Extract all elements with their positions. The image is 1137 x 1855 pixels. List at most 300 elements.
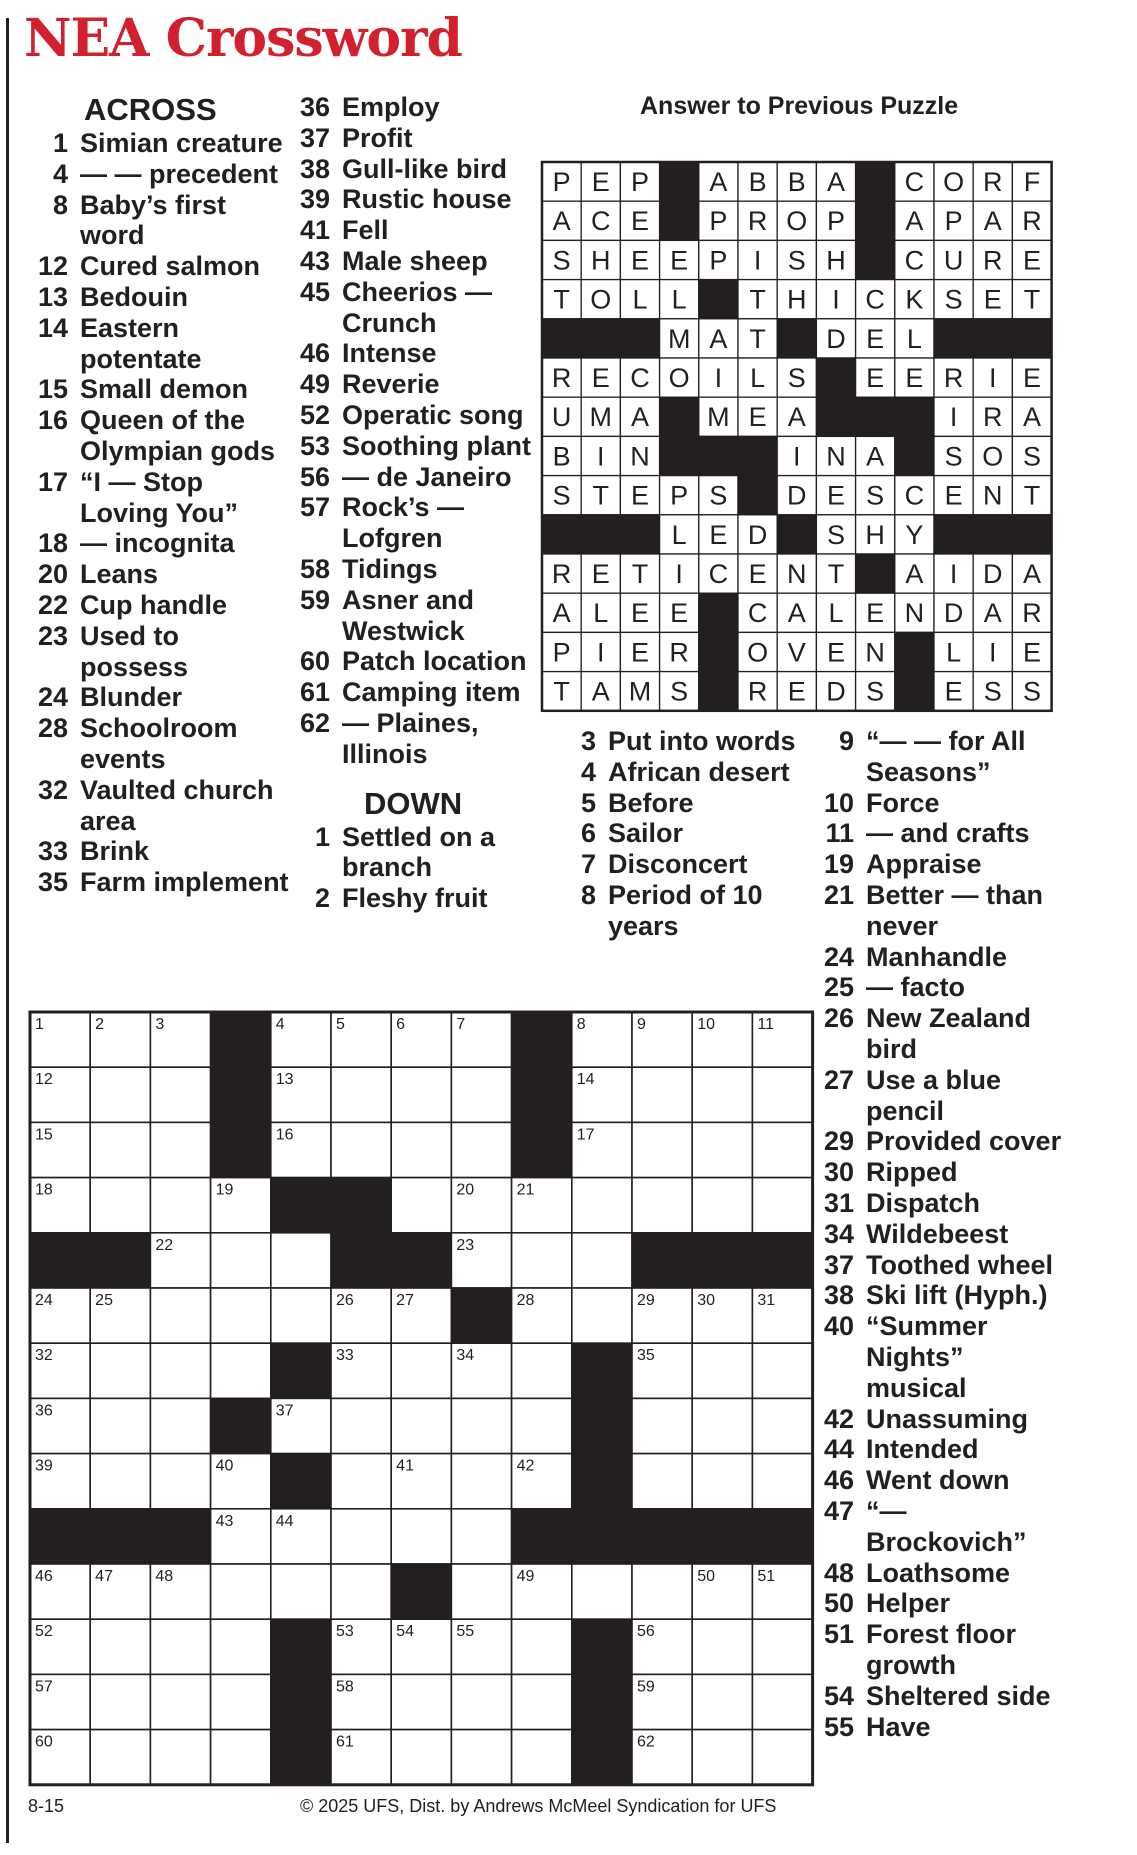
answer-block [895,436,934,475]
answer-letter: E [787,676,806,707]
clue-number: 12 [37,251,68,282]
clue-number: 6 [580,818,596,849]
across-clue-43 [294,246,534,277]
grid-cell[interactable] [752,1178,812,1233]
grid-block [90,1509,150,1564]
answer-letter: A [552,206,571,237]
answer-letter: E [630,206,649,237]
down-clue-30 [820,1157,1065,1188]
answer-letter: H [865,519,885,550]
answer-letter: E [709,519,728,550]
down-clue-27 [820,1065,1065,1127]
cell-number: 62 [636,1733,655,1751]
grid-cell[interactable] [391,1398,451,1453]
answer-block [895,672,934,711]
cell-number: 42 [516,1457,535,1475]
cell-number: 43 [215,1512,234,1530]
grid-cell[interactable] [752,1730,812,1785]
grid-cell[interactable] [211,1730,271,1785]
grid-block [211,1398,271,1453]
answer-letter: A [866,441,885,472]
answer-letter: C [708,559,729,590]
answer-letter: E [944,676,963,707]
grid-block [150,1509,210,1564]
grid-cell[interactable] [150,1122,210,1177]
answer-letter: R [669,637,689,668]
answer-block [660,397,699,436]
answer-letter: N [865,637,885,668]
clue-text: “— Brockovich” [866,1495,1027,1557]
grid-cell[interactable] [512,1674,572,1729]
answer-letter: L [750,363,766,394]
copyright-line: © 2025 UFS, Dist. by Andrews McMeel Syndication for UFS [300,1796,777,1816]
answer-letter: E [1022,363,1041,394]
answer-letter: B [552,441,571,472]
grid-cell[interactable] [692,1398,752,1453]
clue-number: 28 [37,713,68,744]
answer-letter: P [826,206,845,237]
grid-cell[interactable] [331,1067,391,1122]
answer-letter: S [1022,441,1041,472]
grid-cell[interactable] [451,1454,511,1509]
cell-number: 33 [335,1347,354,1365]
down-clue-list-continued [570,726,810,942]
across-clue-57 [294,492,534,554]
cell-number: 17 [576,1126,595,1144]
clue-text: Toothed wheel [866,1249,1053,1280]
answer-letter: R [1022,598,1042,629]
clue-number: 26 [823,1003,854,1034]
clue-number: 57 [299,492,330,523]
down-clue-31 [820,1188,1065,1219]
grid-cell[interactable] [150,1288,210,1343]
answer-letter: U [943,245,964,276]
clue-text: Rustic house [342,184,512,215]
grid-block [451,1288,511,1343]
clue-number: 13 [37,281,68,312]
down-heading: DOWN [364,785,463,821]
down-clue-34 [820,1219,1065,1250]
clue-text: Tidings [342,553,438,584]
cell-number: 2 [95,1016,105,1034]
answer-block [934,319,973,358]
cell-number: 10 [697,1016,715,1034]
grid-cell[interactable] [90,1178,150,1233]
grid-cell[interactable] [90,1122,150,1177]
clue-number: 62 [299,707,330,738]
clue-text: Fell [342,215,389,246]
clue-number: 53 [299,430,330,461]
answer-letter: D [826,676,846,707]
cell-number: 40 [215,1457,234,1475]
answer-letter: E [866,598,885,629]
grid-block [391,1564,451,1619]
grid-block [632,1233,692,1288]
clue-number: 24 [823,941,854,972]
answer-block [620,515,659,554]
answer-block [660,436,699,475]
clue-text: Appraise [866,849,982,880]
answer-letter: E [905,363,924,394]
grid-cell[interactable] [692,1619,752,1674]
grid-cell[interactable] [150,1454,210,1509]
clue-text: Profit [342,122,413,153]
grid-cell[interactable] [211,1233,271,1288]
grid-cell[interactable] [752,1454,812,1509]
grid-cell[interactable] [391,1674,451,1729]
answer-letter: T [1023,480,1041,511]
clue-text: Dispatch [866,1187,981,1218]
clue-number: 37 [823,1249,854,1280]
grid-cell[interactable] [271,1564,331,1619]
grid-cell[interactable] [752,1619,812,1674]
cell-number: 7 [456,1016,466,1034]
grid-cell[interactable] [632,1122,692,1177]
down-clue-51 [820,1619,1065,1681]
grid-cell[interactable] [451,1398,511,1453]
grid-block [271,1454,331,1509]
grid-cell[interactable] [271,1233,331,1288]
across-clue-1 [28,128,290,159]
clue-text: Sailor [608,818,684,849]
grid-cell[interactable] [572,1233,632,1288]
cell-number: 60 [34,1733,53,1751]
answer-letter: E [866,363,885,394]
answer-letter: P [630,167,649,198]
answer-letter: B [748,167,767,198]
grid-cell[interactable] [391,1067,451,1122]
down-clue-37 [820,1250,1065,1281]
answer-letter: L [671,519,687,550]
grid-cell[interactable] [331,1398,391,1453]
answer-letter: E [630,598,649,629]
clue-text: Schoolroom events [80,713,238,774]
grid-cell[interactable] [90,1398,150,1453]
grid-cell[interactable] [150,1343,210,1398]
grid-cell[interactable] [692,1067,752,1122]
grid-cell[interactable] [512,1398,572,1453]
answer-letter: R [551,363,572,394]
answer-block [934,515,973,554]
clue-number: 21 [823,879,854,910]
cell-number: 18 [34,1181,53,1199]
answer-letter: D [826,323,846,354]
grid-cell[interactable] [90,1454,150,1509]
grid-cell[interactable] [391,1343,451,1398]
answer-letter: S [552,245,571,276]
answer-letter: T [827,559,845,590]
clue-number: 43 [299,245,330,276]
clue-number: 20 [37,559,68,590]
clue-number: 9 [838,726,854,756]
across-clue-8 [28,190,290,252]
across-clue-46 [294,338,534,369]
clue-text: Camping item [342,677,521,708]
cell-number: 39 [34,1457,53,1475]
clue-number: 32 [37,774,68,805]
grid-cell[interactable] [692,1730,752,1785]
cell-number: 22 [155,1236,174,1254]
clue-text: Simian creature [80,128,283,158]
grid-cell[interactable] [90,1730,150,1785]
clue-number: 42 [823,1403,854,1434]
cell-number: 34 [456,1347,475,1365]
grid-cell[interactable] [632,1067,692,1122]
clue-number: 24 [37,682,68,713]
cell-number: 9 [636,1016,646,1034]
answer-letter: N [630,441,650,472]
down-clues-column-3 [820,726,1065,1742]
clue-number: 56 [299,461,330,492]
grid-cell[interactable] [752,1067,812,1122]
down-clue-1 [294,822,534,884]
cell-number: 31 [757,1291,776,1309]
clue-number: 38 [299,153,330,184]
grid-cell[interactable] [150,1619,210,1674]
grid-block [572,1343,632,1398]
answer-letter: M [667,323,691,354]
grid-cell[interactable] [692,1343,752,1398]
clue-text: “I — Stop Loving You” [80,466,238,528]
answer-letter: E [591,363,610,394]
across-clue-49 [294,369,534,400]
down-clue-44 [820,1434,1065,1465]
answer-letter: E [1022,245,1041,276]
down-clue-9 [820,726,1065,788]
grid-block [211,1122,271,1177]
grid-cell[interactable] [211,1343,271,1398]
answer-letter: A [552,598,571,629]
down-clue-list [294,822,534,914]
clue-text: Before [608,787,694,818]
grid-cell[interactable] [391,1178,451,1233]
grid-cell[interactable] [391,1122,451,1177]
grid-cell[interactable] [150,1730,210,1785]
grid-cell[interactable] [752,1398,812,1453]
down-clue-38 [820,1280,1065,1311]
grid-cell[interactable] [451,1067,511,1122]
cell-number: 11 [757,1016,774,1034]
grid-block [30,1509,90,1564]
grid-cell[interactable] [512,1343,572,1398]
grid-cell[interactable] [572,1178,632,1233]
across-clues-column-2 [294,92,534,914]
clue-text: Fleshy fruit [342,883,488,914]
grid-cell[interactable] [512,1233,572,1288]
grid-block [271,1178,331,1233]
grid-cell[interactable] [331,1122,391,1177]
answer-letter: M [589,402,613,433]
answer-title: Answer to Previous Puzzle [640,92,959,120]
clue-number: 36 [299,92,330,122]
cell-number: 47 [95,1567,113,1585]
grid-cell[interactable] [632,1398,692,1453]
grid-cell[interactable] [752,1674,812,1729]
grid-cell[interactable] [692,1122,752,1177]
grid-cell[interactable] [632,1178,692,1233]
grid-cell[interactable] [90,1343,150,1398]
answer-letter: A [826,167,845,198]
grid-cell[interactable] [692,1454,752,1509]
grid-cell[interactable] [692,1674,752,1729]
grid-cell[interactable] [752,1343,812,1398]
answer-letter: I [949,559,958,590]
answer-block [699,280,738,319]
answer-letter: A [905,559,924,590]
grid-cell[interactable] [512,1730,572,1785]
answer-block [699,632,738,671]
cell-number: 23 [456,1236,475,1254]
clue-number: 4 [580,756,596,787]
grid-cell[interactable] [572,1564,632,1619]
answer-letter: P [670,480,689,511]
clue-text: Employ [342,92,440,122]
answer-letter: E [591,167,610,198]
grid-cell[interactable] [632,1564,692,1619]
answer-block [581,515,620,554]
grid-cell[interactable] [752,1122,812,1177]
down-clue-19 [820,849,1065,880]
answer-letter: I [832,284,840,315]
clue-text: Ski lift (Hyph.) [866,1280,1048,1311]
grid-cell[interactable] [451,1122,511,1177]
grid-block [512,1012,572,1067]
down-clue-24 [820,942,1065,973]
clue-number: 11 [825,818,854,849]
clue-text: — incognita [80,528,235,559]
across-clues-column-1 [28,92,290,898]
across-clue-16 [28,405,290,467]
answer-letter: L [906,323,922,354]
down-clue-48 [820,1558,1065,1589]
answer-letter: C [591,206,611,237]
answer-letter: A [983,206,1002,237]
grid-cell[interactable] [512,1619,572,1674]
down-clue-55 [820,1712,1065,1743]
answer-letter: N [904,598,925,629]
answer-letter: P [709,206,728,237]
grid-cell[interactable] [391,1509,451,1564]
answer-letter: E [826,637,845,668]
grid-cell[interactable] [331,1454,391,1509]
grid-cell[interactable] [451,1730,511,1785]
grid-cell[interactable] [211,1674,271,1729]
clue-number: 37 [299,122,330,153]
grid-cell[interactable] [572,1288,632,1343]
across-clue-59 [294,585,534,647]
down-clue-21 [820,880,1065,942]
clue-text: Farm implement [80,867,289,898]
grid-cell[interactable] [150,1067,210,1122]
answer-letter: A [1022,559,1041,590]
cell-number: 51 [757,1567,776,1585]
answer-letter: C [904,167,925,198]
grid-cell[interactable] [391,1730,451,1785]
clue-text: Forest floor growth [866,1619,1017,1680]
cell-number: 25 [95,1291,113,1309]
down-clue-5 [570,788,810,819]
answer-letter: E [944,480,963,511]
down-section [294,786,534,914]
clue-number: 1 [314,821,330,852]
clue-number: 54 [823,1680,854,1711]
clue-number: 27 [823,1064,854,1095]
grid-block [632,1509,692,1564]
across-clue-56 [294,462,534,493]
answer-letter: L [828,598,844,629]
clue-text: Gull-like bird [342,153,508,184]
clue-text: Unassuming [866,1403,1029,1434]
grid-cell[interactable] [331,1564,391,1619]
answer-letter: T [553,284,570,315]
answer-grid [540,160,1054,713]
clue-text: Small demon [80,374,249,405]
clue-number: 3 [580,726,596,756]
clue-number: 2 [314,883,330,914]
grid-block [331,1178,391,1233]
grid-cell[interactable] [451,1564,511,1619]
clue-number: 46 [823,1465,854,1496]
across-clue-15 [28,374,290,405]
answer-letter: E [1022,637,1041,668]
grid-cell[interactable] [451,1674,511,1729]
answer-letter: I [597,637,605,668]
clue-text: Force [866,787,940,818]
clue-number: 15 [37,374,68,405]
grid-cell[interactable] [211,1288,271,1343]
grid-cell[interactable] [211,1564,271,1619]
clue-number: 38 [823,1280,854,1311]
clue-text: Cheerios — Crunch [342,276,493,338]
cell-number: 53 [335,1623,354,1641]
cell-number: 57 [34,1678,53,1696]
answer-letter: T [592,480,610,511]
clue-text: Have [866,1711,931,1742]
grid-cell[interactable] [692,1178,752,1233]
answer-letter: S [983,676,1002,707]
grid-cell[interactable] [90,1067,150,1122]
across-clue-28 [28,713,290,775]
answer-letter: O [668,363,690,394]
grid-cell[interactable] [90,1674,150,1729]
grid-cell[interactable] [90,1619,150,1674]
answer-block [581,319,620,358]
answer-letter: E [630,480,649,511]
grid-cell[interactable] [451,1509,511,1564]
answer-letter: E [748,559,767,590]
answer-letter: E [670,598,689,629]
answer-letter: E [983,284,1002,315]
cell-number: 12 [34,1071,53,1089]
answer-block [1012,319,1051,358]
grid-cell[interactable] [150,1398,210,1453]
clue-text: Bedouin [80,281,188,312]
across-clue-53 [294,431,534,462]
clue-text: Provided cover [866,1126,1062,1157]
across-clue-32 [28,775,290,837]
cell-number: 45 [516,1512,535,1530]
grid-cell[interactable] [211,1619,271,1674]
grid-cell[interactable] [632,1454,692,1509]
cell-number: 61 [335,1733,354,1751]
clue-text: Cured salmon [80,251,261,282]
grid-cell[interactable] [150,1674,210,1729]
left-rule [6,18,9,1843]
grid-cell[interactable] [271,1288,331,1343]
grid-cell[interactable] [150,1178,210,1233]
grid-cell[interactable] [331,1509,391,1564]
down-clue-7 [570,849,810,880]
